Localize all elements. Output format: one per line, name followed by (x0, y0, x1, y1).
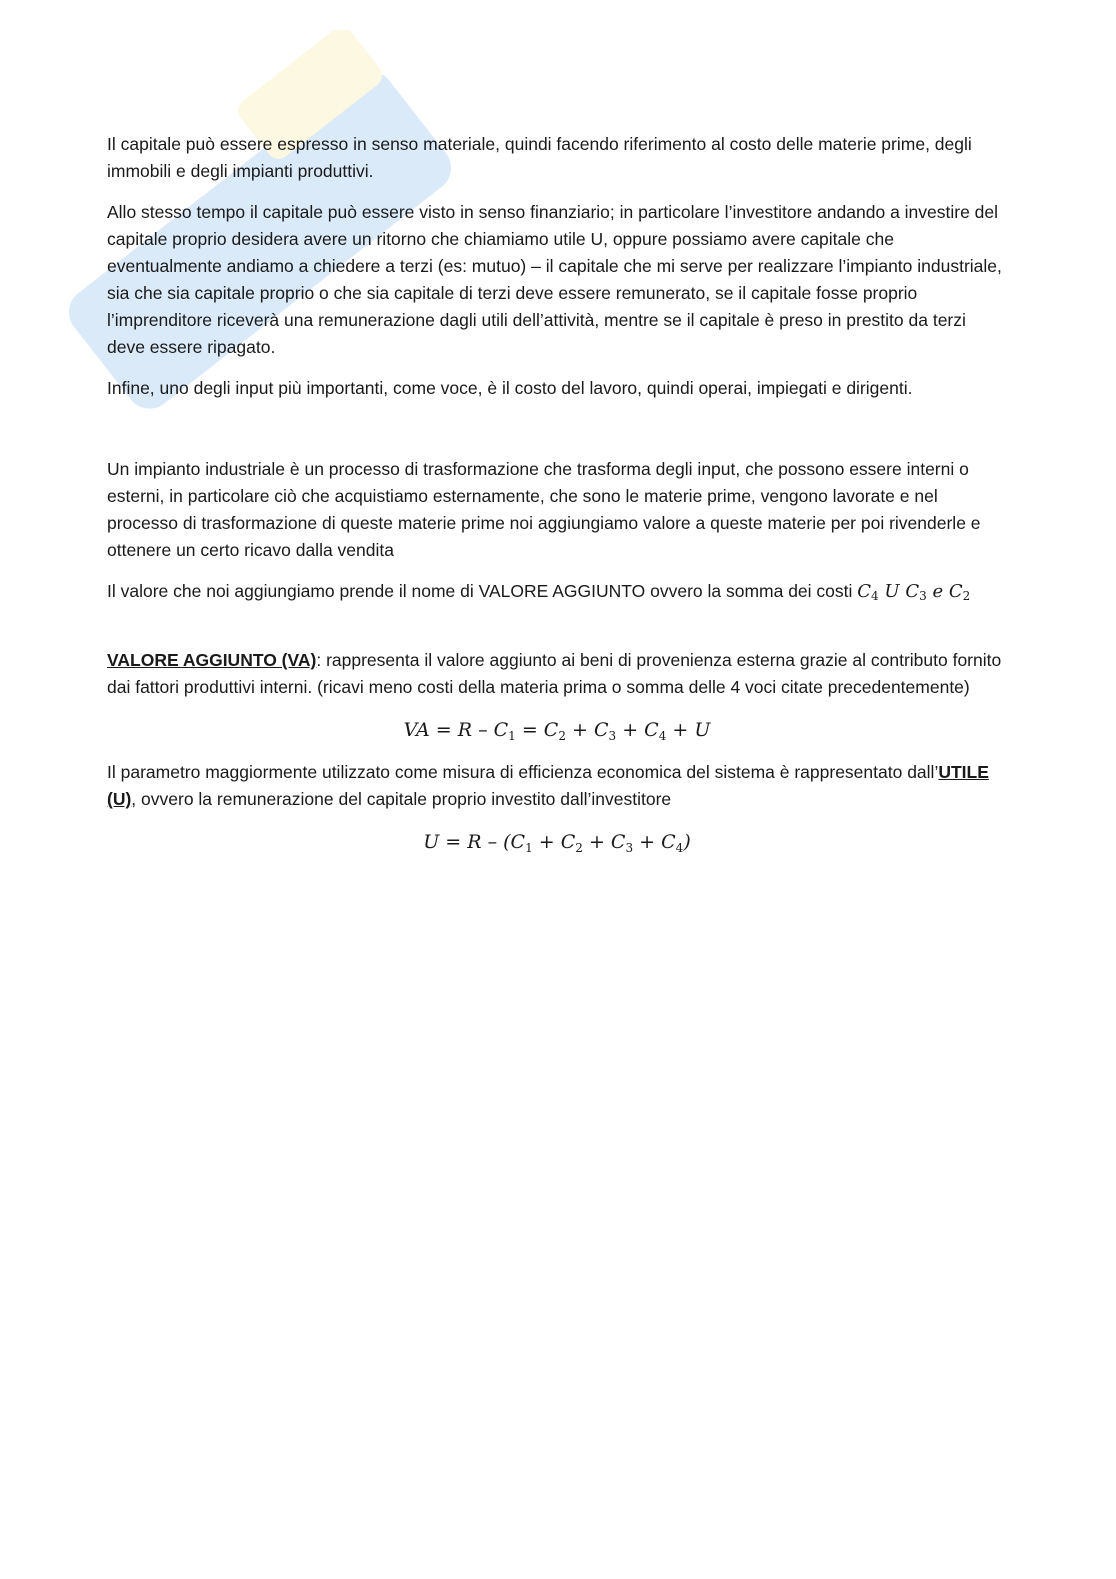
spacer (107, 619, 1007, 647)
term-valore-aggiunto: VALORE AGGIUNTO (VA) (107, 650, 317, 670)
paragraph-utile-definition (107, 759, 1007, 813)
paragraph-impianto-industriale: Un impianto industriale è un processo di trasformazione che trasforma degli input, che possono essere interni o esterni, in particolare ciò che acquistiamo esternamente, che sono le materie prime, vengono lavorate e nel processo di trasformazione di queste materie prime noi aggiungiamo valore a queste materie per poi rivenderle e ottenere un certo ricavo dalla vendita (107, 459, 981, 560)
paragraph-costo-lavoro: Infine, uno degli input più importanti, come voce, è il costo del lavoro, quindi operai, impiegati e dirigenti. (107, 378, 913, 398)
term-utile: UTILE (U) (107, 762, 989, 809)
utile-post-text: , ovvero la remunerazione del capitale proprio investito dall’investitore (131, 789, 672, 809)
document-body (107, 131, 1007, 871)
spacer (107, 416, 1007, 456)
utile-pre-text: Il parametro maggiormente utilizzato come misura di efficienza economica del sistema è rappresentato dall’ (107, 762, 939, 782)
paragraph-capitale-finanziario: Allo stesso tempo il capitale può essere visto in senso finanziario; in particolare l’investitore andando a investire del capitale proprio desidera avere un ritorno che chiamiamo utile U, oppure possiamo avere capitale che eventualmente andiamo a chiedere a terzi (es: mutuo) – il capitale che mi serve per realizzare l’impianto industriale, sia che sia capitale proprio o che sia capitale di terzi deve essere remunerato, se il capitale fosse proprio l’imprenditore riceverà una remunerazione dagli utili dell’attività, mentre se il capitale è preso in prestito da terzi deve essere ripagato. (107, 202, 1002, 357)
paragraph-valore-aggiunto-intro (107, 578, 1007, 605)
paragraph-va-definition (107, 647, 1007, 701)
va-definition-text: : rappresenta il valore aggiunto ai beni di provenienza esterna grazie al contributo fornito dai fattori produttivi interni. (ricavi meno costi della materia prima o somma delle 4 voci citate precedentemente) (107, 650, 1002, 697)
inline-math-costs: $C_4$ U $C_3$ e $C_2$ (857, 581, 971, 603)
equation-utile: $U = R - (C_1 + C_2 + C_3 + C_4)$ (423, 831, 691, 855)
intro-text: Il valore che noi aggiungiamo prende il nome di VALORE AGGIUNTO ovvero la somma dei costi (107, 581, 858, 601)
equation-valore-aggiunto: VA = $R - C_1 = C_2 + C_3 + C_4 + U$ (403, 719, 711, 743)
paragraph-capitale-materiale: Il capitale può essere espresso in senso materiale, quindi facendo riferimento al costo delle materie prime, degli immobili e degli impianti produttivi. (107, 134, 972, 181)
